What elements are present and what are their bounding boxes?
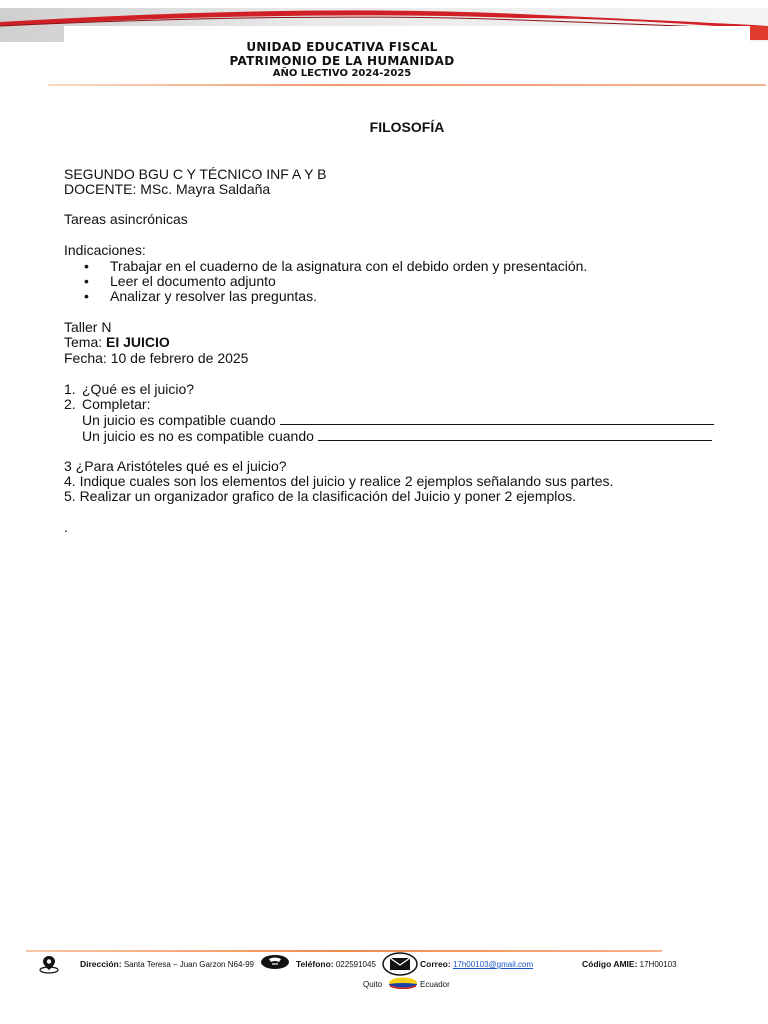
fill-blank-1 <box>280 411 714 425</box>
email-link[interactable]: 17h00103@gmail.com <box>452 960 534 969</box>
question-4: 4. Indique cuales son los elementos del juicio y realice 2 ejemplos señalando sus partes. <box>64 473 614 489</box>
topic-line: Tema: EI JUICIO <box>64 334 170 350</box>
bullet-icon: • <box>84 273 89 289</box>
course-line: SEGUNDO BGU C Y TÉCNICO INF A Y B <box>64 166 327 182</box>
tasks-line: Tareas asincrónicas <box>64 211 188 227</box>
instructions-label: Indicaciones: <box>64 242 146 258</box>
question-3: 3 ¿Para Aristóteles qué es el juicio? <box>64 458 287 474</box>
footer-phone: Teléfono: 022591045 <box>296 959 376 969</box>
instruction-item: • Analizar y resolver las preguntas. <box>84 288 317 304</box>
school-subtitle: PATRIMONIO DE LA HUMANIDAD <box>229 54 455 68</box>
date-line: Fecha: 10 de febrero de 2025 <box>64 350 249 366</box>
question-2: 2. Completar: <box>64 396 151 412</box>
footer-amie: Código AMIE: 17H00103 <box>582 959 677 969</box>
school-name: UNIDAD EDUCATIVA FISCAL <box>246 40 438 54</box>
ecuador-flag-icon <box>388 977 418 989</box>
footer-country: Ecuador <box>420 980 450 989</box>
location-pin-icon <box>38 954 60 974</box>
topic-value: EI JUICIO <box>106 334 170 350</box>
fill-blank-2 <box>318 427 712 441</box>
teacher-line: DOCENTE: MSc. Mayra Saldaña <box>64 181 271 197</box>
workshop-line: Taller N <box>64 319 112 335</box>
bullet-icon: • <box>84 258 89 274</box>
instruction-item: • Trabajar en el cuaderno de la asignatura con el debido orden y presentación. <box>84 258 588 274</box>
footer-email: Correo: 17h00103@gmail.com <box>420 959 534 969</box>
question-1: 1. ¿Qué es el juicio? <box>64 381 195 397</box>
fill-line-2: Un juicio es no es compatible cuando <box>82 427 712 444</box>
trailing-dot: . <box>64 519 68 535</box>
question-5: 5. Realizar un organizador grafico de la clasificación del Juicio y poner 2 ejemplos. <box>64 488 577 504</box>
instruction-item: • Leer el documento adjunto <box>84 273 276 289</box>
footer-city: Quito <box>363 980 383 989</box>
footer-address: Dirección: Santa Teresa – Juan Garzon N64-99 <box>80 959 254 969</box>
phone-icon <box>260 954 290 970</box>
document-title: FILOSOFÍA <box>369 119 445 135</box>
bullet-icon: • <box>84 288 89 304</box>
email-icon <box>382 952 418 976</box>
header-divider <box>48 84 766 86</box>
school-year: AÑO LECTIVO 2024-2025 <box>272 68 412 79</box>
fill-line-1: Un juicio es compatible cuando <box>82 411 714 428</box>
footer-divider <box>26 950 662 952</box>
